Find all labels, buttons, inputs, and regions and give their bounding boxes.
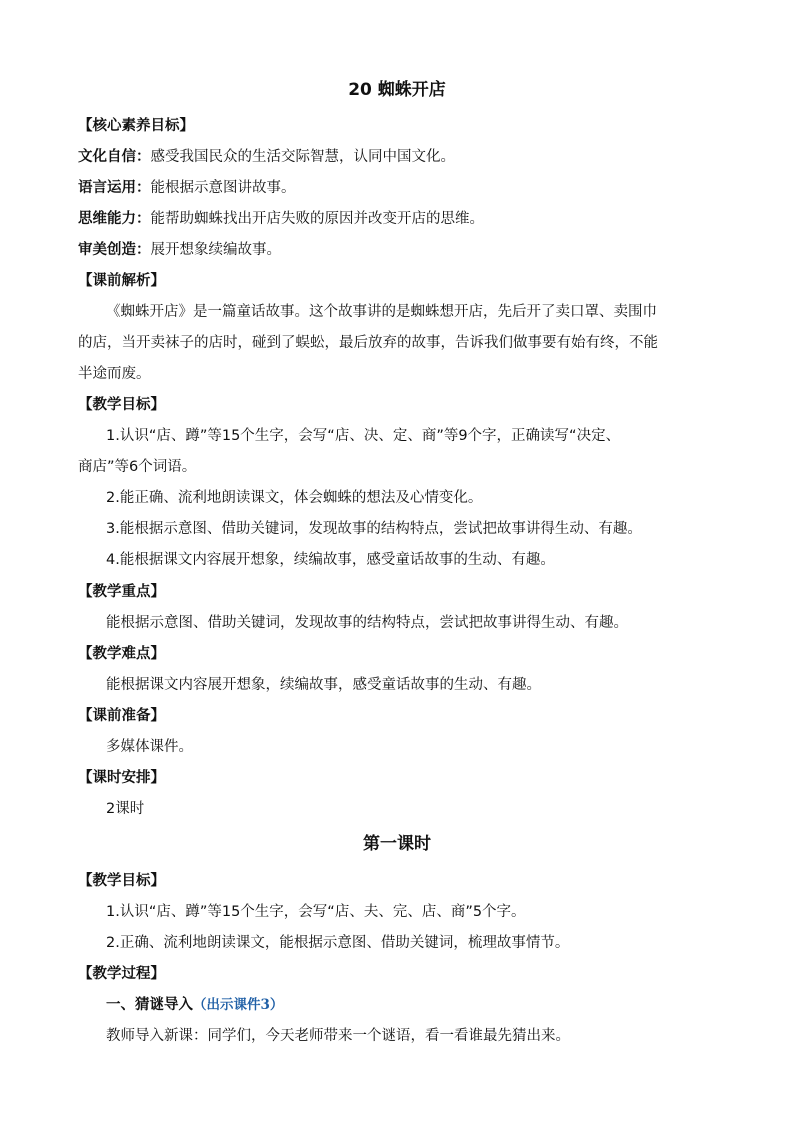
lesson1-title: 第一课时 [363,834,431,854]
prep-text: 多媒体课件。 [106,739,193,755]
core-goal-text: 能根据示意图讲故事。 [150,180,296,196]
core-goal-label: 思维能力： [78,211,151,227]
lesson1-goals-heading: 【教学目标】 [78,873,165,889]
difficulty-text: 能根据课文内容展开想象，续编故事，感受童话故事的生动、有趣。 [106,677,541,693]
step1-title: 一、猜谜导入 [106,997,193,1013]
core-goal-item [78,177,728,199]
goal-line: 商店”等6个词语。 [78,459,197,475]
core-goal-text: 能帮助蜘蛛找出开店失败的原因并改变开店的思维。 [150,211,484,227]
goal-line: 1.认识“店、蹲”等15个生字，会写“店、决、定、商”等9个字，正确读写“决定、 [106,428,621,444]
core-goal-text: 展开想象续编故事。 [150,242,281,258]
core-goal-item [78,239,728,261]
goal-line: 3.能根据示意图、借助关键词，发现故事的结构特点，尝试把故事讲得生动、有趣。 [106,521,642,537]
goal-line: 2.能正确、流利地朗读课文，体会蜘蛛的想法及心情变化。 [106,490,483,506]
intro-text: 教师导入新课：同学们，今天老师带来一个谜语，看一看谁最先猜出来。 [106,1028,570,1044]
analysis-line: 半途而废。 [78,366,151,382]
step1-line [106,994,756,1016]
lesson-title: 20 蜘蛛开店 [348,80,446,100]
core-goal-label: 语言运用： [78,180,151,196]
prep-heading: 【课前准备】 [78,708,165,724]
schedule-heading: 【课时安排】 [78,770,165,786]
core-goal-item [78,146,728,168]
process-heading: 【教学过程】 [78,966,165,982]
core-goal-label: 审美创造： [78,242,151,258]
step1-courseware-note: （出示课件3） [193,997,284,1013]
core-goals-heading: 【核心素养目标】 [78,118,194,134]
schedule-text: 2课时 [106,801,145,817]
goals-heading: 【教学目标】 [78,397,165,413]
goal-line: 4.能根据课文内容展开想象，续编故事，感受童话故事的生动、有趣。 [106,552,555,568]
analysis-heading: 【课前解析】 [78,273,165,289]
analysis-line: 的店，当开卖袜子的店时，碰到了蜈蚣，最后放弃的故事，告诉我们做事要有始有终，不能 [78,335,658,351]
lesson1-goal-line: 1.认识“店、蹲”等15个生字，会写“店、夫、完、店、商”5个字。 [106,904,526,920]
analysis-line: 《蜘蛛开店》是一篇童话故事。这个故事讲的是蜘蛛想开店，先后开了卖口罩、卖围巾 [106,304,657,320]
core-goal-item [78,208,728,230]
core-goal-text: 感受我国民众的生活交际智慧，认同中国文化。 [150,149,455,165]
focus-heading: 【教学重点】 [78,584,165,600]
lesson1-goal-line: 2.正确、流利地朗读课文，能根据示意图、借助关键词，梳理故事情节。 [106,935,570,951]
core-goal-label: 文化自信： [78,149,151,165]
difficulty-heading: 【教学难点】 [78,646,165,662]
focus-text: 能根据示意图、借助关键词，发现故事的结构特点，尝试把故事讲得生动、有趣。 [106,615,628,631]
